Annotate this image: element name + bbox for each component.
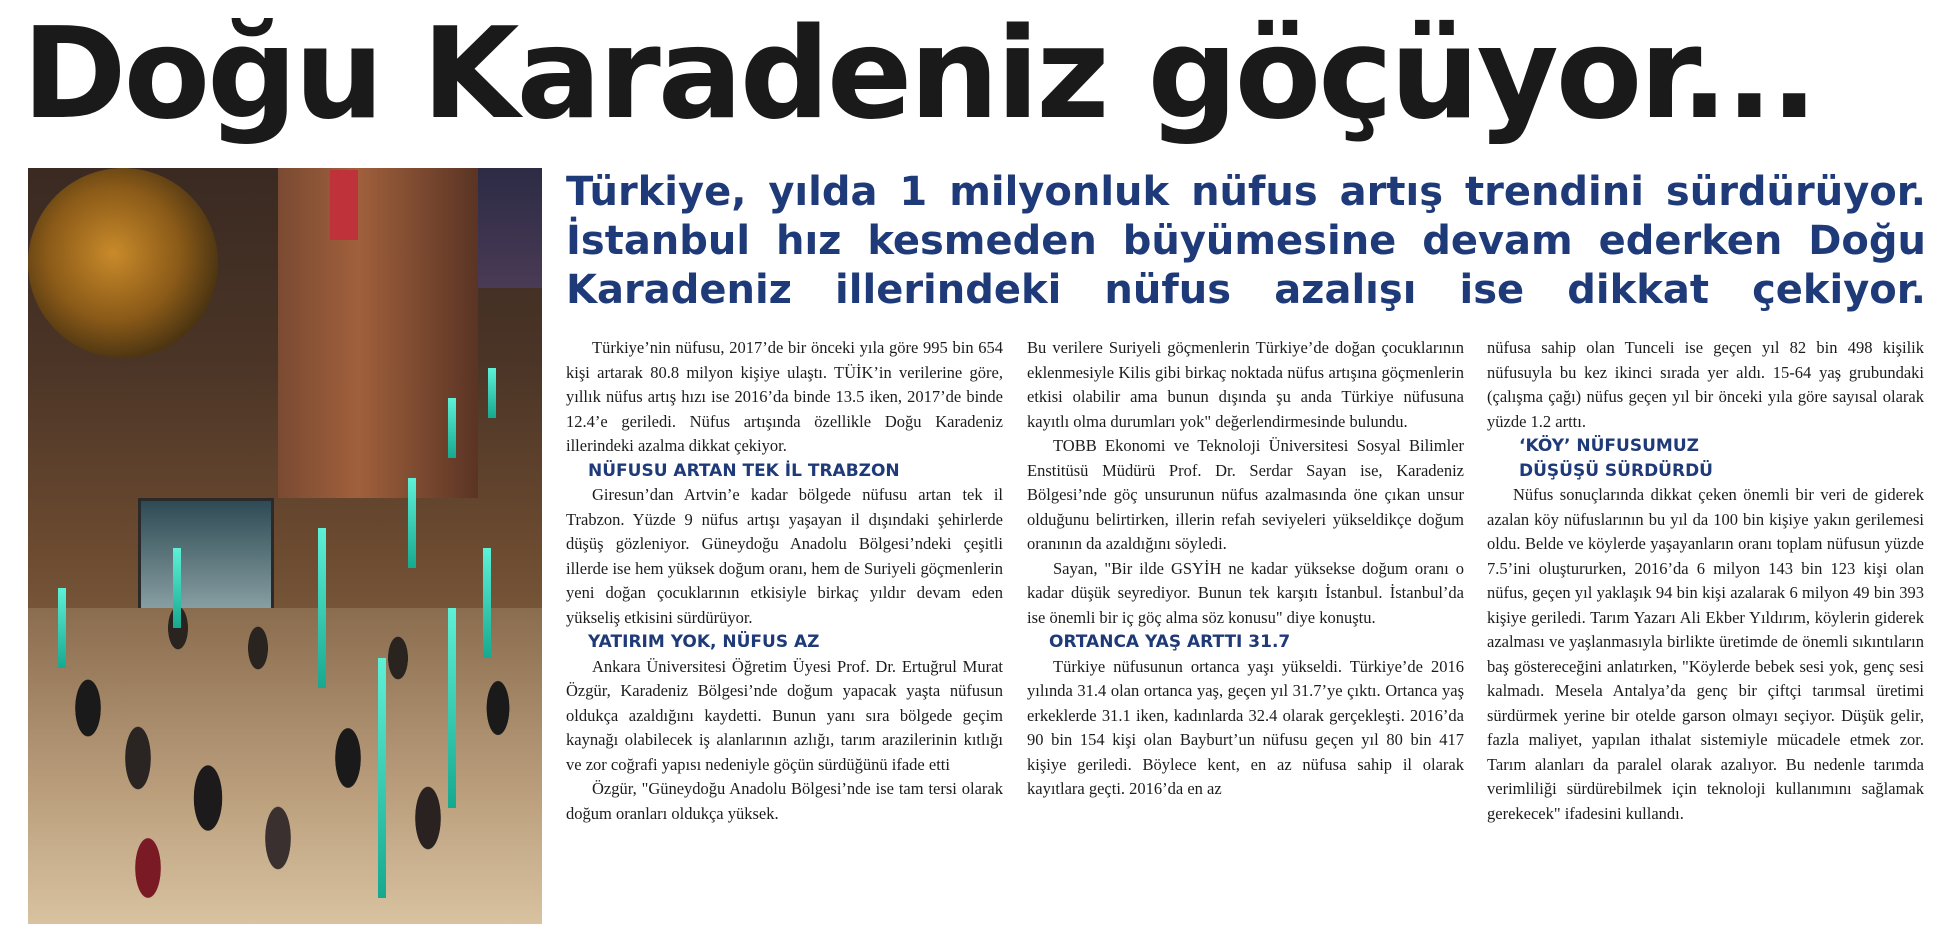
paragraph: nüfusa sahip olan Tunceli ise geçen yıl 82 bin 498 kişilik nüfusuyla bu kez ikinci sırada yer aldı. 15-64 yaş grubundaki (çalışma çağı) nüfus geçen yıl bir önceki yıla göre sayısal olarak yüzde 1.2 arttı. [1487, 338, 1924, 431]
paragraph: Bu verilere Suriyeli göçmenlerin Türkiye’de doğan çocuklarının eklenmesiyle Kilis gibi birkaç noktada nüfus artışına göçmenlerin etkisi olabilir ama bunun dışında şu anda Türkiye nüfusuna kayıtlı olma durumları yok" değerlendirmesinde bulundu. [1027, 338, 1464, 431]
photo-light-pole [318, 528, 326, 688]
paragraph: Giresun’dan Artvin’e kadar bölgede nüfusu artan tek il Trabzon. Yüzde 9 nüfus artışı yaşayan il dışındaki şehirlerde düşüş gözleniyor. Güneydoğu Anadolu Bölgesi’ndeki çeşitli illerde ise hem yüksek doğum oranı, hem de Suriyeli göçmenlerin yeni doğan çocuklarının etkisiyle birkaç yıldır devam eden yükseliş etkisini sürdürüyor. [566, 485, 1003, 627]
section-heading: ORTANCA YAŞ ARTTI 31.7 [1049, 632, 1291, 652]
section-heading-line-2: DÜŞÜŞÜ SÜRDÜRDÜ [1519, 460, 1713, 481]
photo-light-pole [483, 548, 491, 658]
photo-light-pole [173, 548, 181, 628]
headline: Doğu Karadeniz göçüyor... [22, 0, 1816, 147]
section-heading: YATIRIM YOK, NÜFUS AZ [588, 632, 820, 652]
paragraph: TOBB Ekonomi ve Teknoloji Üniversitesi Sosyal Bilimler Enstitüsü Müdürü Prof. Dr. Serdar Sayan ise, Karadeniz Bölgesi’nde göç unsurunun nüfus azalmasında öne çıkan unsur olduğunu belirtirken, illerin refah seviyeleri yükseldikçe doğum oranının da azaldığını söyledi. [1027, 436, 1464, 553]
subheadline: Türkiye, yılda 1 milyonluk nüfus artış trendini sürdürüyor. İstanbul hız kesmeden büyümesine devam ederken Doğu Karadeniz illerindeki nüfus azalışı ise dikkat çekiyor. [566, 169, 1926, 313]
photo-light-pole [58, 588, 66, 668]
section-heading-line-1: ‘KÖY’ NÜFUSUMUZ [1519, 436, 1699, 456]
photo-light-pole [378, 658, 386, 898]
article-column-2 [1027, 336, 1464, 932]
photo-light-pole [488, 368, 496, 418]
photo-light-pole [408, 478, 416, 568]
paragraph: Özgür, "Güneydoğu Anadolu Bölgesi’nde ise tam tersi olarak doğum oranları oldukça yüksek. [566, 779, 1003, 823]
paragraph: Sayan, "Bir ilde GSYİH ne kadar yüksekse doğum oranı o kadar düşük seyrediyor. Bunun tek karşıtı İstanbul. İstanbul’da ise önemli bir iç göç alma söz konusu" diye konuştu. [1027, 558, 1464, 627]
article-column-1 [566, 336, 1003, 932]
photo-shop-banner [330, 170, 358, 240]
street-crowd-photo [28, 168, 542, 924]
paragraph: Türkiye’nin nüfusu, 2017’de bir önceki yıla göre 995 bin 654 kişi artarak 80.8 milyon kişiye ulaştı. TÜİK’in verilerine göre, yıllık nüfus artış hızı ise 2016’da binde 13.5 iken, 2017’de binde 12.4’e geriledi. Nüfus artışında özellikle Doğu Karadeniz illerindeki azalma dikkat çekiyor. [566, 338, 1003, 455]
photo-crowd [28, 588, 542, 924]
section-heading: NÜFUSU ARTAN TEK İL TRABZON [588, 460, 900, 481]
paragraph: Türkiye nüfusunun ortanca yaşı yükseldi. Türkiye’de 2016 yılında 31.4 olan ortanca yaş, geçen yıl 31.7’ye çıktı. Ortanca yaş erkeklerde 31.1 iken, kadınlarda 32.4 olarak gerçekleşti. 2016’da 90 bin 154 kişi olan Bayburt’un nüfusu geçen yıl 80 bin 417 kişiye geriledi. Böylece kent, en az nüfusa sahip il olarak kayıtlara geçti. 2016’da en az [1027, 656, 1464, 798]
paragraph: Nüfus sonuçlarında dikkat çeken önemli bir veri de giderek azalan köy nüfuslarının bu yıl da 100 bin kişiye yakın gerilemesi oldu. Belde ve köylerde yaşayanların oranı toplam nüfusun yüzde 7.5’ini oluştururken, 2016’da 6 milyon 143 bin 123 kişi olan nüfus, geçen yıl yaklaşık 94 bin kişi azalarak 6 milyon 49 bin 393 kişiye geriledi. Tarım Yazarı Ali Ekber Yıldırım, köylerin giderek azalması ve yaşlanmasıyla birlikte üretimde de önemli sıkıntıların baş göstereceğini anlatırken, "Köylerde bebek sesi yok, genç sesi kalmadı. Mesela Antalya’da genç bir çiftçi tarımsal üretimi sürdürmek yerine bir otelde garson olmayı seçiyor. Düşük gelir, fazla maliyet, yapılan ithalat sistemiyle mücadele etmek zor. Tarım alanları da paralel olarak azalıyor. Bu nedenle tarımda verimliliği sürdürebilmek için teknoloji kullanımını sağlamak gerekecek" ifadesini kullandı. [1487, 485, 1924, 823]
photo-tree [28, 168, 218, 358]
paragraph: Ankara Üniversitesi Öğretim Üyesi Prof. Dr. Ertuğrul Murat Özgür, Karadeniz Bölgesi’nde doğum yapacak yaşta nüfusun oldukça azaldığını kaydetti. Bunun yanı sıra bölgede geçim kaynağı olabilecek iş alanlarının azlığı, tarım arazilerinin kıtlığı ve zor coğrafi yapısı nedeniyle göçün sürdüğünü ifade etti [566, 656, 1003, 774]
photo-light-pole [448, 608, 456, 808]
article-column-3 [1487, 336, 1924, 932]
photo-light-pole [448, 398, 456, 458]
